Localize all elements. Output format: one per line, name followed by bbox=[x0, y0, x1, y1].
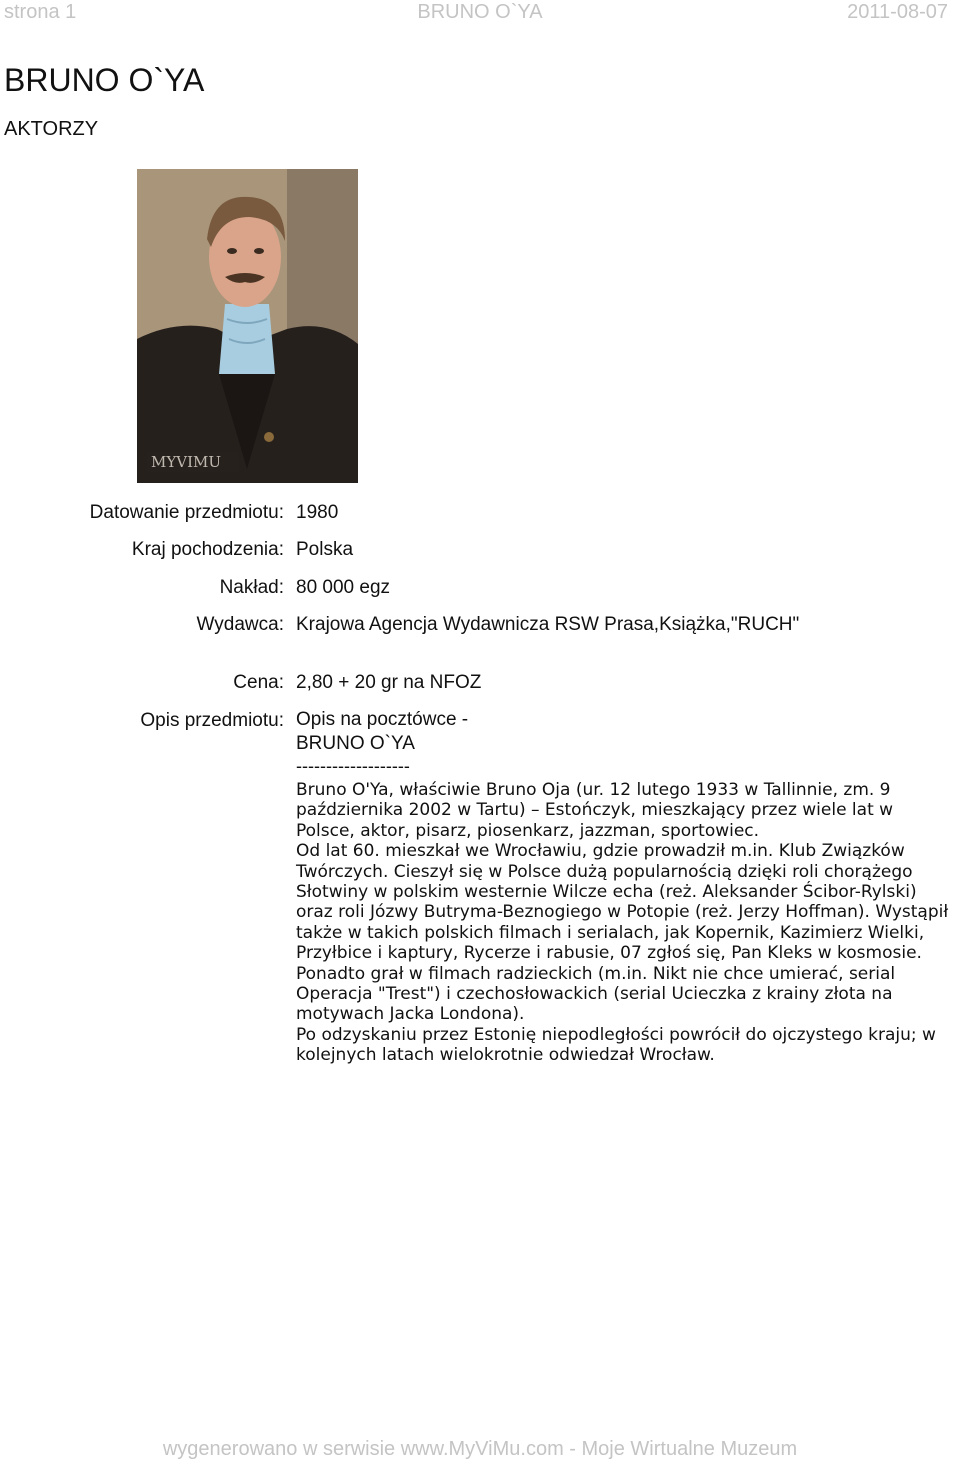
description-paragraph: Od lat 60. mieszkał we Wrocławiu, gdzie prowadził m.in. Klub Związków Twórczych. Cieszył się w Polsce dużą popularnością dzięki roli chorążego Słotwiny w polskim westernie Wilcze echa (reż. Aleksander Ścibor-Rylski) oraz roli Józwy Butryma-Beznogiego w Potopie (reż. Jerzy Hoffman). Wystąpił także w takich polskich filmach i serialach, jak Kopernik, Kazimierz Wielki, Przyłbice i kaptury, Rycerze i rabusie, 07 zgłoś się, Pan Kleks w kosmosie. Ponadto grał w filmach radzieckich (m.in. Nikt nie chce umierać, serial Operacja "Trest") i czechosłowackich (serial Ucieczka z krainy złota na motywach Jacka Londona). bbox=[296, 841, 949, 1025]
description-intro: Opis na pocztówce - bbox=[296, 709, 469, 730]
detail-value: 80 000 egz bbox=[296, 577, 391, 598]
page-number: strona 1 bbox=[4, 1, 77, 23]
description-separator: ------------------- bbox=[296, 756, 410, 776]
watermark-text: MYVIMU bbox=[151, 453, 222, 471]
detail-value: 1980 bbox=[296, 502, 339, 523]
category-label: AKTORZY bbox=[4, 118, 99, 140]
detail-label: Datowanie przedmiotu: bbox=[89, 502, 284, 523]
description-paragraph: Po odzyskaniu przez Estonię niepodległości powrócił do ojczystego kraju; w kolejnych latach wielokrotnie odwiedzał Wrocław. bbox=[296, 1024, 936, 1066]
detail-label: Wydawca: bbox=[196, 614, 284, 635]
header-title: BRUNO O`YA bbox=[417, 1, 543, 23]
postcard-photo bbox=[137, 169, 358, 483]
detail-value: Polska bbox=[296, 539, 354, 560]
detail-label: Nakład: bbox=[219, 577, 284, 598]
header-date: 2011-08-07 bbox=[847, 1, 948, 23]
description-paragraph: Bruno O'Ya, właściwie Bruno Oja (ur. 12 lutego 1933 w Tallinnie, zm. 9 października 2002 w Tartu) – Estończyk, mieszkający przez wiele lat w Polsce, aktor, pisarz, piosenkarz, jazzman, sportowiec. bbox=[296, 780, 894, 841]
detail-value: 2,80 + 20 gr na NFOZ bbox=[296, 672, 482, 693]
portrait-image bbox=[137, 169, 358, 483]
description-name: BRUNO O`YA bbox=[296, 733, 415, 754]
detail-label: Cena: bbox=[233, 672, 284, 693]
watermark bbox=[147, 452, 239, 472]
detail-value: Krajowa Agencja Wydawnicza RSW Prasa,Książka,"RUCH" bbox=[296, 614, 800, 635]
footer-credit: wygenerowano w serwisie www.MyViMu.com - Moje Wirtualne Muzeum bbox=[162, 1438, 798, 1460]
page-title: BRUNO O`YA bbox=[4, 62, 205, 98]
item-description bbox=[296, 708, 954, 1066]
detail-label: Opis przedmiotu: bbox=[140, 710, 284, 731]
detail-label: Kraj pochodzenia: bbox=[131, 539, 284, 560]
